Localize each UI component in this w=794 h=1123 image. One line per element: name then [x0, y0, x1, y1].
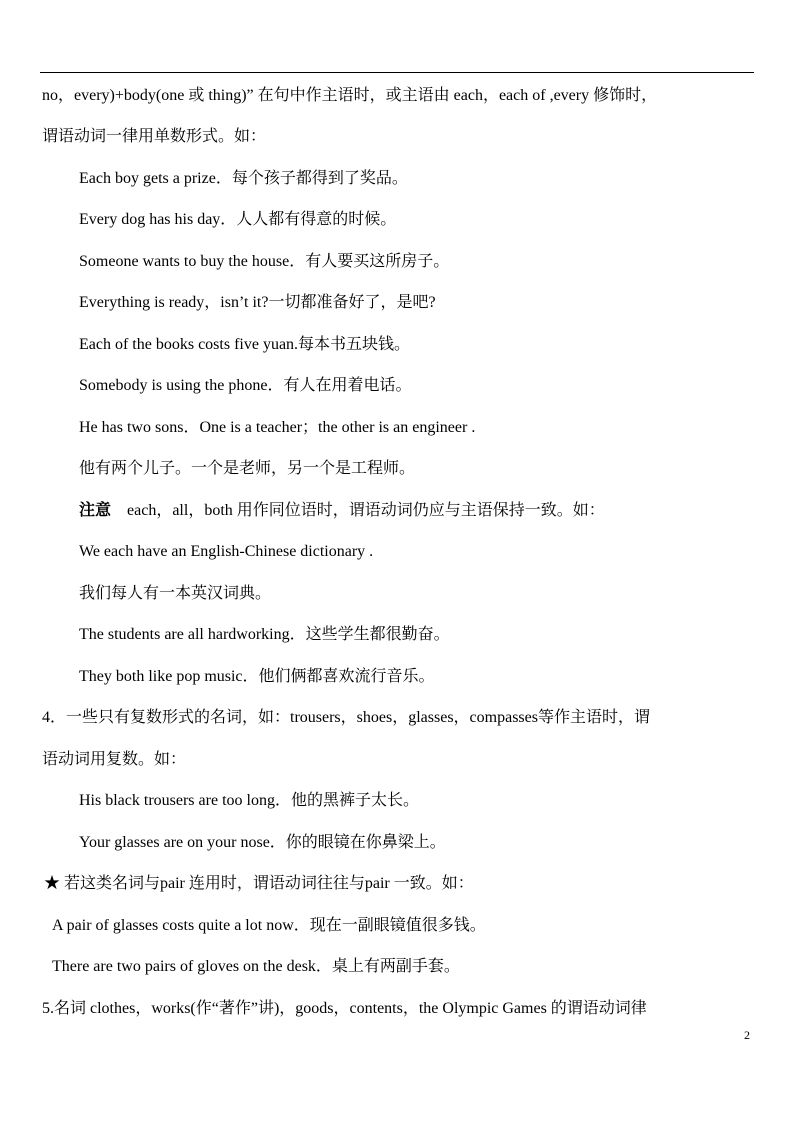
example-line: Every dog has his day．人人都有得意的时候。 — [79, 211, 397, 228]
note-label: 注意 — [79, 502, 112, 519]
example-line: His black trousers are too long．他的黑裤子太长。 — [79, 792, 419, 809]
example-line: Someone wants to buy the house．有人要买这所房子。 — [79, 253, 450, 270]
section-heading: 5.名词 clothes，works(作“著作”讲)，goods，contents，the Olympic Games 的谓语动词律 — [42, 1000, 647, 1017]
example-line: 我们每人有一本英汉词典。 — [79, 585, 272, 602]
section-heading: 4．一些只有复数形式的名词，如：trousers，shoes，glasses，compasses等作主语时，谓 — [42, 709, 650, 726]
example-line: Everything is ready，isn’t it?一切都准备好了，是吧? — [79, 294, 436, 311]
text-line: no，every)+body(one 或 thing)” 在句中作主语时，或主语由 each，each of ,every 修饰时， — [42, 87, 658, 104]
example-line: They both like pop music．他们俩都喜欢流行音乐。 — [79, 668, 435, 685]
text-line: 语动词用复数。如： — [42, 751, 187, 768]
example-line: We each have an English-Chinese dictionary . — [79, 543, 374, 560]
example-line: Each of the books costs five yuan.每本书五块钱。 — [79, 336, 411, 353]
header-rule — [40, 72, 754, 73]
note-text: each，all，both 用作同位语时，谓语动词仍应与主语保持一致。如： — [127, 502, 605, 519]
star-note-line: ★ 若这类名词与pair 连用时，谓语动词往往与pair 一致。如： — [44, 875, 474, 892]
example-line: There are two pairs of gloves on the desk．桌上有两副手套。 — [52, 958, 460, 975]
example-line: Somebody is using the phone．有人在用着电话。 — [79, 377, 412, 394]
example-line: A pair of glasses costs quite a lot now．现在一副眼镜值很多钱。 — [52, 917, 486, 934]
note-line — [79, 501, 605, 521]
example-line: Your glasses are on your nose．你的眼镜在你鼻梁上。 — [79, 834, 446, 851]
example-line: Each boy gets a prize．每个孩子都得到了奖品。 — [79, 170, 408, 187]
example-line: 他有两个儿子。一个是老师，另一个是工程师。 — [79, 460, 416, 477]
example-line: The students are all hardworking．这些学生都很勤奋。 — [79, 626, 450, 643]
page-number: 2 — [744, 1028, 750, 1042]
example-line: He has two sons．One is a teacher；the other is an engineer . — [79, 419, 476, 436]
text-line: 谓语动词一律用单数形式。如： — [42, 128, 267, 145]
